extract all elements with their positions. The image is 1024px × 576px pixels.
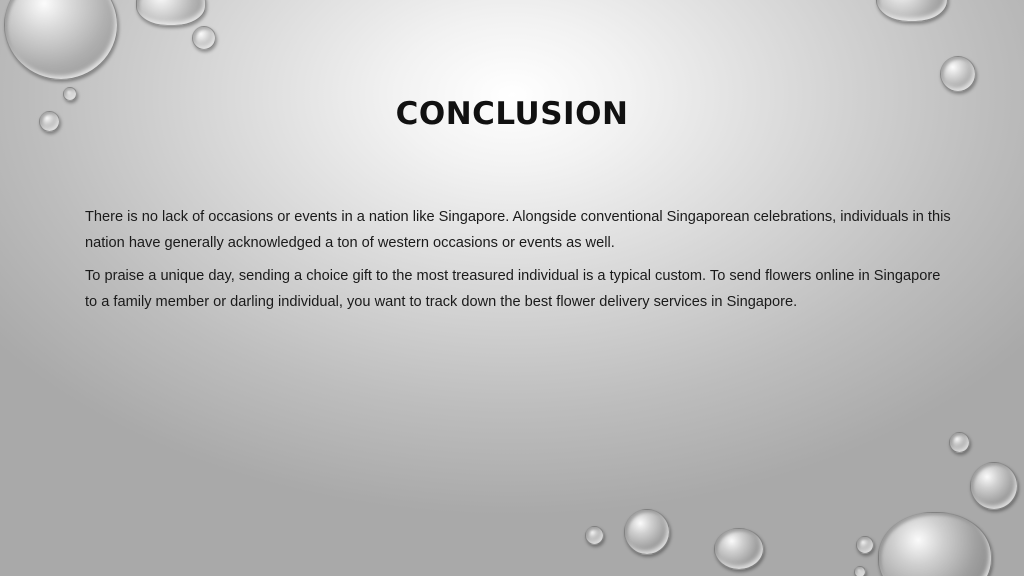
water-droplet-decoration (970, 462, 1018, 510)
water-droplet-decoration (856, 536, 874, 554)
water-droplet-decoration (585, 526, 604, 545)
water-droplet-decoration (624, 509, 670, 555)
water-droplet-decoration (949, 432, 970, 453)
water-droplet-decoration (854, 566, 866, 576)
water-droplet-decoration (136, 0, 206, 26)
water-droplet-decoration (4, 0, 118, 80)
slide-body (85, 204, 955, 322)
slide-title: CONCLUSION (395, 96, 629, 132)
water-droplet-decoration (192, 26, 216, 50)
body-paragraph: To praise a unique day, sending a choice gift to the most treasured individual is a typical custom. To send flowers online in Singapore to a family member or darling individual, you want to track down the best flower delivery services in Singapore. (85, 268, 941, 310)
water-droplet-decoration (940, 56, 976, 92)
body-paragraph: There is no lack of occasions or events in a nation like Singapore. Alongside conventional Singaporean celebrations, individuals in this nation have generally acknowledged a ton of western occasions or events as well. (85, 209, 951, 251)
water-droplet-decoration (876, 0, 948, 22)
water-droplet-decoration (714, 528, 764, 570)
water-droplet-decoration (878, 512, 992, 576)
